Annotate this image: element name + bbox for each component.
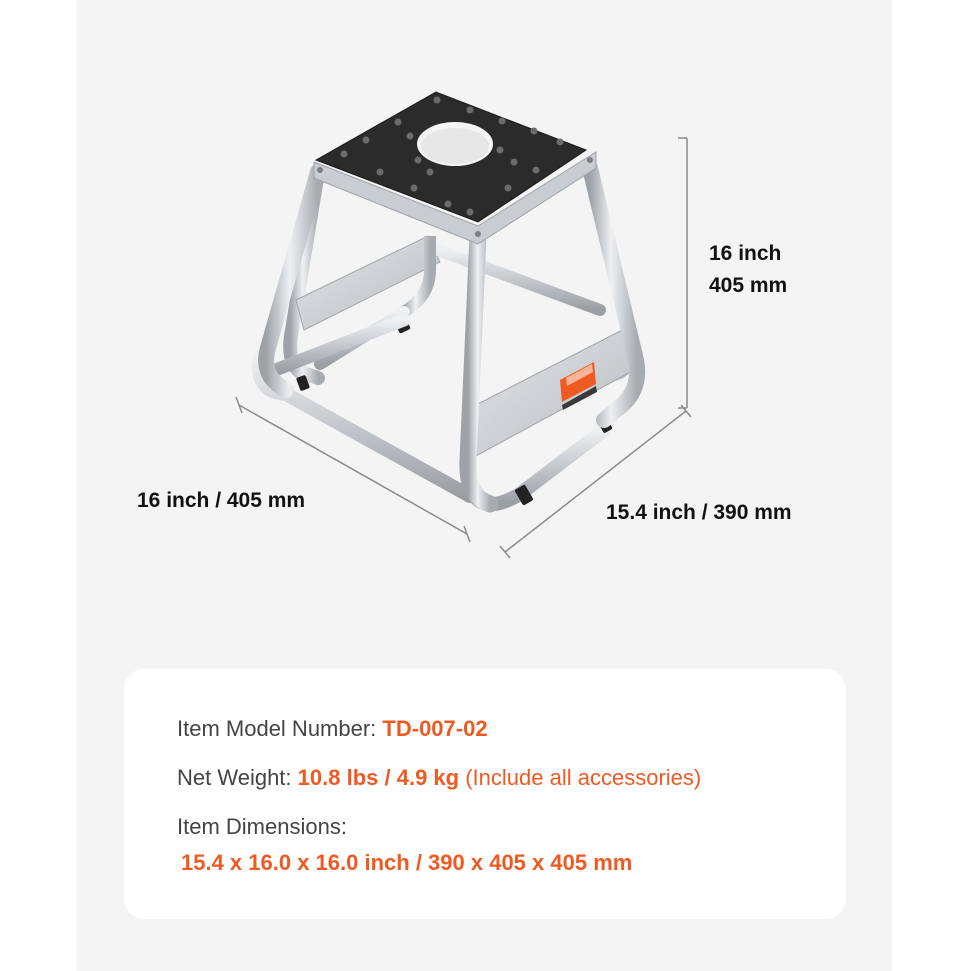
stand-side-plate (470, 326, 634, 456)
net-weight-row (177, 765, 701, 791)
item-dimensions-value: 15.4 x 16.0 x 16.0 inch / 390 x 405 x 405 mm (181, 850, 633, 875)
net-weight-label: Net Weight: (177, 765, 292, 790)
height-dimension-line (678, 138, 687, 408)
model-number-label: Item Model Number: (177, 716, 377, 741)
item-dimensions-label: Item Dimensions: (177, 814, 347, 839)
model-number-value: TD-007-02 (382, 716, 488, 741)
height-label-inch: 16 inch (709, 242, 782, 265)
depth-label: 15.4 inch / 390 mm (606, 501, 792, 524)
model-number-row (177, 716, 488, 742)
spec-card (124, 669, 846, 919)
net-weight-note: (Include all accessories) (465, 765, 702, 790)
height-label (709, 238, 787, 302)
net-weight-value: 10.8 lbs / 4.9 kg (297, 765, 460, 790)
height-label-mm: 405 mm (709, 274, 788, 297)
stand-rubber-pad (316, 92, 586, 222)
width-label: 16 inch / 405 mm (137, 489, 306, 512)
